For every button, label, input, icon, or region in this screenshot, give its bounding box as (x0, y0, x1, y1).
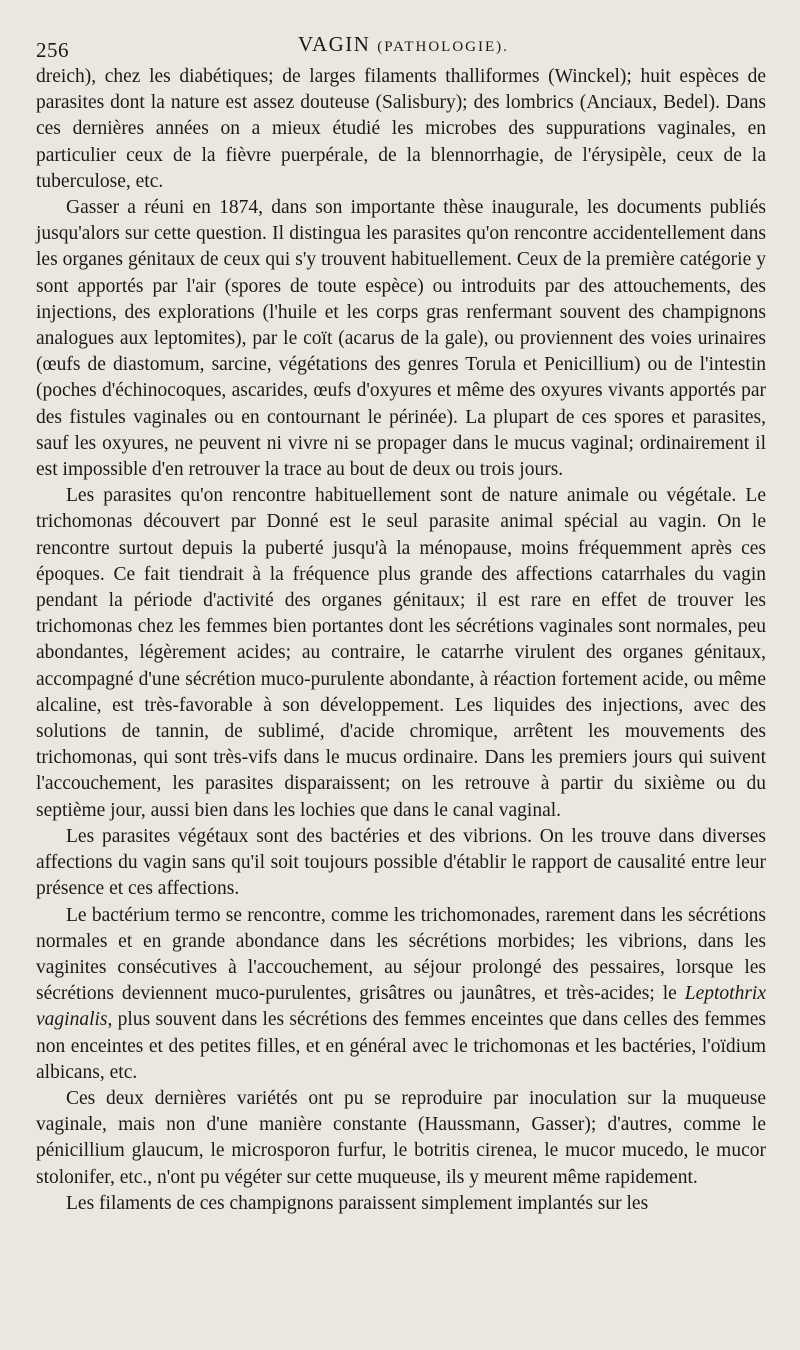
paragraph-4: Les parasites végétaux sont des bactéries et des vibrions. On les trouve dans diverses affections du vagin sans qu'il soit toujours possible d'établir le rapport de causalité entre leur présence et ces affections. (36, 825, 766, 900)
page-number: 256 (36, 38, 69, 62)
paragraph-5 (36, 903, 766, 1086)
paragraph-5-italic-term: Leptothrix vaginalis (36, 983, 766, 1031)
paragraph-1: dreich), chez les diabétiques; de larges filaments thalliformes (Winckel); huit espèces de parasites dont la nature est assez douteuse (Salisbury); des lombrics (Anciaux, Bedel). Dans ces dernières années on a mieux étudié les microbes des suppurations vaginales, en particulier ceux de la fièvre puerpérale, de la blennorrhagie, de l'érysipèle, ceux de la tuberculose, etc. (36, 66, 766, 192)
running-head (36, 30, 766, 64)
paragraph-3: Les parasites qu'on rencontre habituellement sont de nature animale ou végétale. Le trichomonas découvert par Donné est le seul parasite animal spécial au vagin. On le rencontre surtout depuis la puberté jusqu'à la ménopause, moins fréquemment après ces époques. Ce fait tiendrait à la fréquence plus grande des affections catarrhales du vagin pendant la période d'activité des organes génitaux; il est rare en effet de trouver les trichomonas chez les femmes bien portantes dont les sécrétions vaginales sont normales, peu abondantes, légèrement acides; au contraire, le catarrhe virulent des organes génitaux, accompagné d'une sécrétion muco-purulente abondante, à réaction fortement acide, ou même alcaline, est très-favorable à son développement. Les liquides des injections, avec des solutions de tannin, de sublimé, d'acide chromique, arrêtent les mouvements des trichomonas, qui sont très-vifs dans le mucus ordinaire. Dans les premiers jours qui suivent l'accouchement, les parasites disparaissent; on les retrouve à partir du sixième ou du septième jour, aussi bien dans les lochies que dans le canal vaginal. (36, 485, 766, 821)
running-title-main: VAGIN (298, 32, 371, 56)
running-title-sub: (PATHOLOGIE). (377, 39, 509, 55)
paragraph-7: Les filaments de ces champignons paraissent simplement implantés sur les (66, 1192, 649, 1214)
paragraph-5-text-before: Le bactérium termo se rencontre, comme les trichomonades, rarement dans les sécrétions normales et en grande abondance dans les sécrétions morbides; les vibrions, dans les vaginites consécutives à l'accouchement, au séjour prolongé des pessaires, lorsque les sécrétions deviennent muco-purulentes, grisâtres ou jaunâtres, et très-acides; le (36, 904, 766, 1005)
body-text (36, 64, 766, 1217)
paragraph-2: Gasser a réuni en 1874, dans son importante thèse inaugurale, les documents publiés jusqu'alors sur cette question. Il distingua les parasites qu'on rencontre accidentellement dans les organes génitaux de ceux qui s'y trouvent habituellement. Ceux de la première catégorie y sont apportés par l'air (spores de toute espèce) ou introduits par des attouchements, des injections, des explorations (l'huile et les corps gras renfermant souvent des champignons analogues aux leptomites), par le coït (acarus de la gale), ou proviennent des voies urinaires (œufs de diastomum, sarcine, végétations des genres Torula et Penicillium) ou de l'intestin (poches d'échinocoques, ascarides, œufs d'oxyures et même des oxyures vivants apportés par des fistules vaginales ou en contournant le périnée). La plupart de ces spores et parasites, sauf les oxyures, ne peuvent ni vivre ni se propager dans le mucus vaginal; ordinairement il est impossible d'en retrouver la trace au bout de deux ou trois jours. (36, 197, 766, 481)
running-title (298, 32, 509, 57)
paragraph-5-text-after: , plus souvent dans les sécrétions des femmes enceintes que dans celles des femmes non enceintes et des petites filles, et en général avec le trichomonas et les bactéries, l'oïdium albicans, etc. (36, 1009, 766, 1083)
paragraph-6: Ces deux dernières variétés ont pu se reproduire par inoculation sur la muqueuse vaginale, mais non d'une manière constante (Haussmann, Gasser); d'autres, comme le pénicillium glaucum, le microsporon furfur, le botritis cirenea, le mucor mucedo, le mucor stolonifer, etc., n'ont pu végéter sur cette muqueuse, ils y meurent même rapidement. (36, 1087, 766, 1188)
